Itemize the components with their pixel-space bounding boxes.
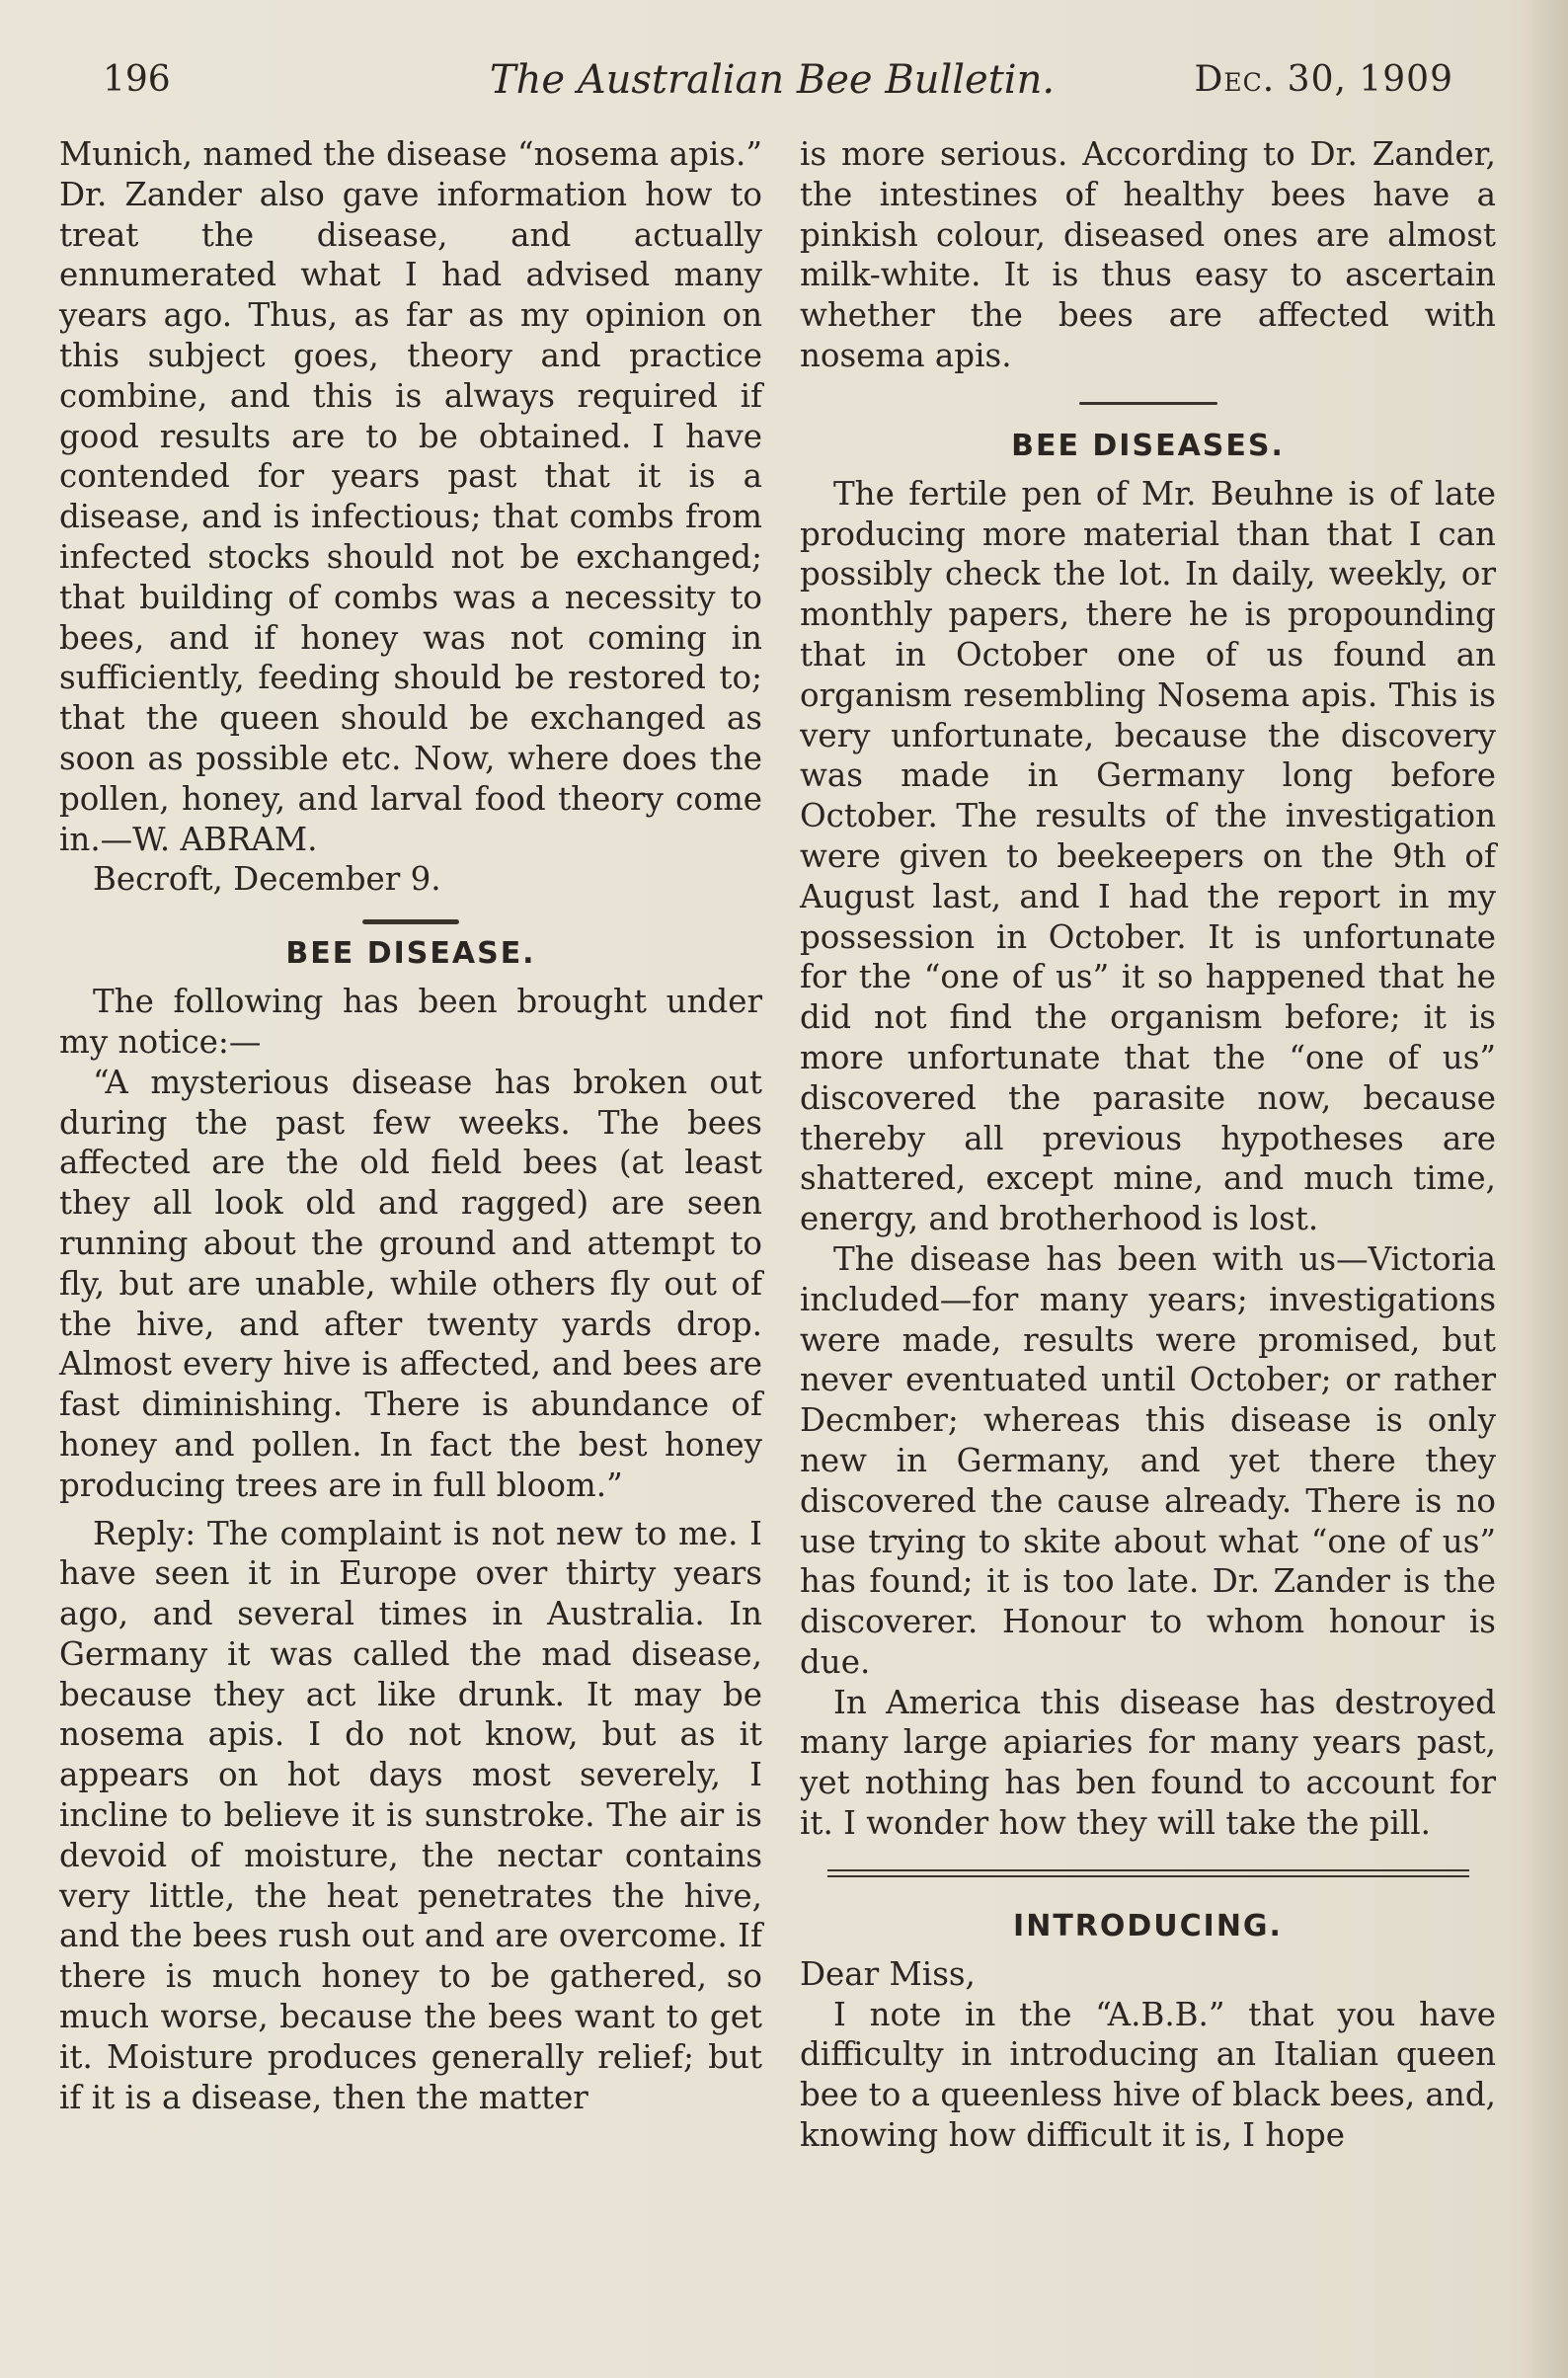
page-edge: [1523, 0, 1568, 2378]
double-rule-divider: [827, 1869, 1469, 1877]
publication-title: The Australian Bee Bulletin.: [489, 57, 1056, 103]
right-column: [800, 134, 1496, 2156]
letter-signoff: Becroft, December 9.: [93, 860, 441, 899]
bee-diseases-paragraph-2: The disease has been with us—Victoria included—for many years; investigations were made, results were promised, but never eventuated until October; or rather Decmber; whereas this disease is only new in Germany, and yet there they discovered the cause already. There is no use trying to skite about what “one of us” has found; it is too late. Dr. Zander is the discoverer. Honour to whom honour is due.: [800, 1239, 1496, 1681]
left-column: [59, 134, 762, 2117]
reply-continuation: is more serious. According to Dr. Zander, the intestines of healthy bees have a pinkish colour, diseased ones are almost milk-white. It is thus easy to ascertain whether the bees are affected with nosema apis.: [800, 135, 1496, 374]
bee-diseases-paragraph-3: In America this disease has destroyed many large apiaries for many years past, yet nothing has ben found to account for it. I wonder how they will take the pill.: [800, 1683, 1496, 1843]
letter-salutation: Dear Miss,: [800, 1954, 976, 1993]
page-header: [61, 55, 1483, 111]
bee-disease-quote: “A mysterious disease has broken out during the past few weeks. The bees affected are the old field bees (at least they all look old and ragged) are seen running about the ground and attempt to fly, but are unable, while others fly out of the hive, and after twenty yards drop. Almost every hive is affected, and bees are fast diminishing. There is abundance of honey and pollen. In fact the best honey producing trees are in full bloom.”: [59, 1063, 762, 1504]
heading-bee-disease: BEE DISEASE.: [285, 936, 536, 972]
bee-diseases-paragraph-1: The fertile pen of Mr. Beuhne is of late producing more material than that I can possibly check the lot. In daily, weekly, or monthly papers, there he is propounding that in October one of us found an organism resembling Nosema apis. This is very unfortunate, because the discovery was made in Germany long before October. The results of the investigation were given to beekeepers on the 9th of August last, and I had the report in my possession in October. It is unfortunate for the “one of us” it so happened that he did not find the organism before; it is more unfortunate that the “one of us” discovered the parasite now, because thereby all previous hypotheses are shattered, except mine, and much time, energy, and brotherhood is lost.: [800, 474, 1496, 1238]
bee-disease-reply: Reply: The complaint is not new to me. I have seen it in Europe over thirty years ago, and several times in Australia. In Germany it was called the mad disease, because they act like drunk. It may be nosema apis. I do not know, but as it appears on hot days most severely, I incline to believe it is sunstroke. The air is devoid of moisture, the nectar contains very little, the heat penetrates the hive, and the bees rush out and are overcome. If there is much honey to be gathered, so much worse, because the bees want to get it. Moisture produces generally relief; but if it is a disease, then the matter: [59, 1514, 762, 2116]
bee-disease-intro: The following has been brought under my notice:—: [59, 983, 762, 1061]
introducing-paragraph: I note in the “A.B.B.” that you have difficulty in introducing an Italian queen bee to a queenless hive of black bees, and, knowing how difficult it is, I hope: [800, 1995, 1496, 2155]
abram-letter-end: Munich, named the disease “nosema apis.” Dr. Zander also gave information how to treat the disease, and actually ennumerated what I had advised many years ago. Thus, as far as my opinion on this subject goes, theory and practice combine, and this is always required if good results are to be obtained. I have contended for years past that it is a disease, and is infectious; that combs from infected stocks should not be exchanged; that building of combs was a necessity to bees, and if honey was not coming in sufficiently, feeding should be restored to; that the queen should be exchanged as soon as possible etc. Now, where does the pollen, honey, and larval food theory come in.—W. ABRAM.: [59, 135, 762, 858]
issue-date: Dec. 30, 1909: [1194, 59, 1453, 100]
heading-bee-diseases: BEE DISEASES.: [1011, 428, 1285, 463]
section-divider: [1079, 402, 1217, 405]
heading-introducing: INTRODUCING.: [1013, 1908, 1283, 1943]
section-divider: [362, 919, 459, 924]
page-number: 196: [103, 59, 171, 100]
